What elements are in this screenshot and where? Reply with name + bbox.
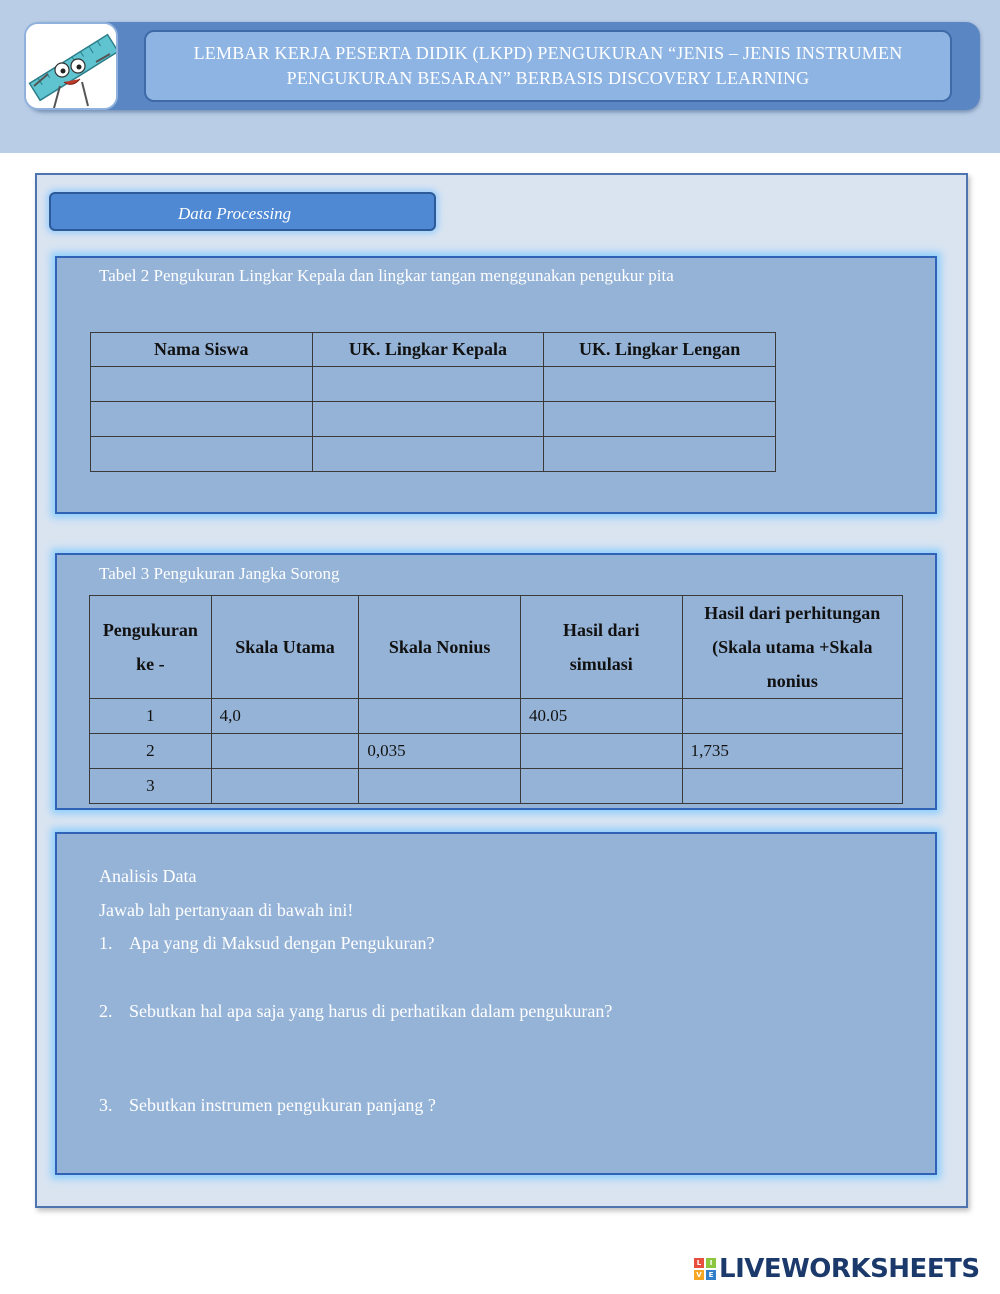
table2 (90, 332, 776, 472)
brand-name: LIVEWORKSHEETS (719, 1254, 980, 1284)
table3-caption: Tabel 3 Pengukuran Jangka Sorong (99, 564, 340, 583)
table3-cell-skala-utama[interactable] (211, 769, 359, 804)
section-tab-data-processing: Data Processing (49, 192, 436, 231)
table3-cell-no: 1 (90, 699, 212, 734)
question-text: Apa yang di Maksud dengan Pengukuran? (129, 933, 435, 953)
table2-caption: Tabel 2 Pengukuran Lingkar Kepala dan lingkar tangan menggunakan pengukur pita (99, 266, 674, 285)
question-2 (99, 1001, 612, 1022)
liveworksheets-logo (694, 1256, 980, 1282)
question-text: Sebutkan instrumen pengukuran panjang ? (129, 1095, 436, 1115)
table3-cell-hasil-simulasi[interactable]: 40.05 (520, 699, 682, 734)
table2-cell[interactable] (91, 437, 313, 472)
logo-block: I (706, 1258, 716, 1268)
table-row (90, 734, 903, 769)
ruler-character-icon (26, 24, 118, 110)
table2-cell[interactable] (91, 367, 313, 402)
table3-header-pengukuran: Pengukuran ke - (90, 596, 212, 699)
table3-cell-hasil-perhitungan[interactable] (682, 769, 902, 804)
table3 (89, 595, 903, 804)
table3-header-hasil-perhitungan: Hasil dari perhitungan (Skala utama +Skala nonius (682, 596, 902, 699)
analysis-title: Analisis Data (99, 866, 197, 886)
table3-cell-skala-nonius[interactable]: 0,035 (359, 734, 521, 769)
table2-cell[interactable] (544, 402, 776, 437)
table3-cell-hasil-perhitungan[interactable] (682, 699, 902, 734)
table-row (91, 367, 776, 402)
title-line-2: PENGUKURAN BESARAN” BERBASIS DISCOVERY LEARNING (286, 68, 810, 88)
logo-block: E (706, 1270, 716, 1280)
table-row (90, 699, 903, 734)
table2-header-nama: Nama Siswa (91, 333, 313, 367)
table3-cell-skala-utama[interactable] (211, 734, 359, 769)
title-line-1: LEMBAR KERJA PESERTA DIDIK (LKPD) PENGUKURAN “JENIS – JENIS INSTRUMEN (193, 43, 903, 63)
analysis-instruction: Jawab lah pertanyaan di bawah ini! (99, 900, 354, 920)
question-1 (99, 933, 434, 954)
logo-block: V (694, 1270, 704, 1280)
table3-header-skala-utama: Skala Utama (211, 596, 359, 699)
table2-cell[interactable] (312, 437, 544, 472)
table3-cell-skala-nonius[interactable] (359, 699, 521, 734)
question-number: 2. (99, 1001, 113, 1021)
table2-cell[interactable] (91, 402, 313, 437)
table2-cell[interactable] (312, 402, 544, 437)
table3-cell-no: 3 (90, 769, 212, 804)
table-row (91, 437, 776, 472)
table2-cell[interactable] (544, 367, 776, 402)
table-row (91, 402, 776, 437)
table3-cell-skala-nonius[interactable] (359, 769, 521, 804)
table3-cell-hasil-simulasi[interactable] (520, 734, 682, 769)
table3-cell-no: 2 (90, 734, 212, 769)
table2-cell[interactable] (312, 367, 544, 402)
logo (24, 22, 118, 110)
question-number: 3. (99, 1095, 113, 1115)
table2-header-kepala: UK. Lingkar Kepala (312, 333, 544, 367)
table3-cell-hasil-perhitungan[interactable]: 1,735 (682, 734, 902, 769)
question-3 (99, 1095, 436, 1116)
logo-block: L (694, 1258, 704, 1268)
table2-header-lengan: UK. Lingkar Lengan (544, 333, 776, 367)
table3-header-hasil-simulasi: Hasil dari simulasi (520, 596, 682, 699)
table2-cell[interactable] (544, 437, 776, 472)
liveworksheets-blocks-icon (694, 1258, 716, 1280)
table3-cell-hasil-simulasi[interactable] (520, 769, 682, 804)
table-row (90, 769, 903, 804)
table3-cell-skala-utama[interactable]: 4,0 (211, 699, 359, 734)
question-number: 1. (99, 933, 113, 953)
question-text: Sebutkan hal apa saja yang harus di perhatikan dalam pengukuran? (129, 1001, 613, 1021)
table3-header-skala-nonius: Skala Nonius (359, 596, 521, 699)
document-title (144, 30, 952, 102)
